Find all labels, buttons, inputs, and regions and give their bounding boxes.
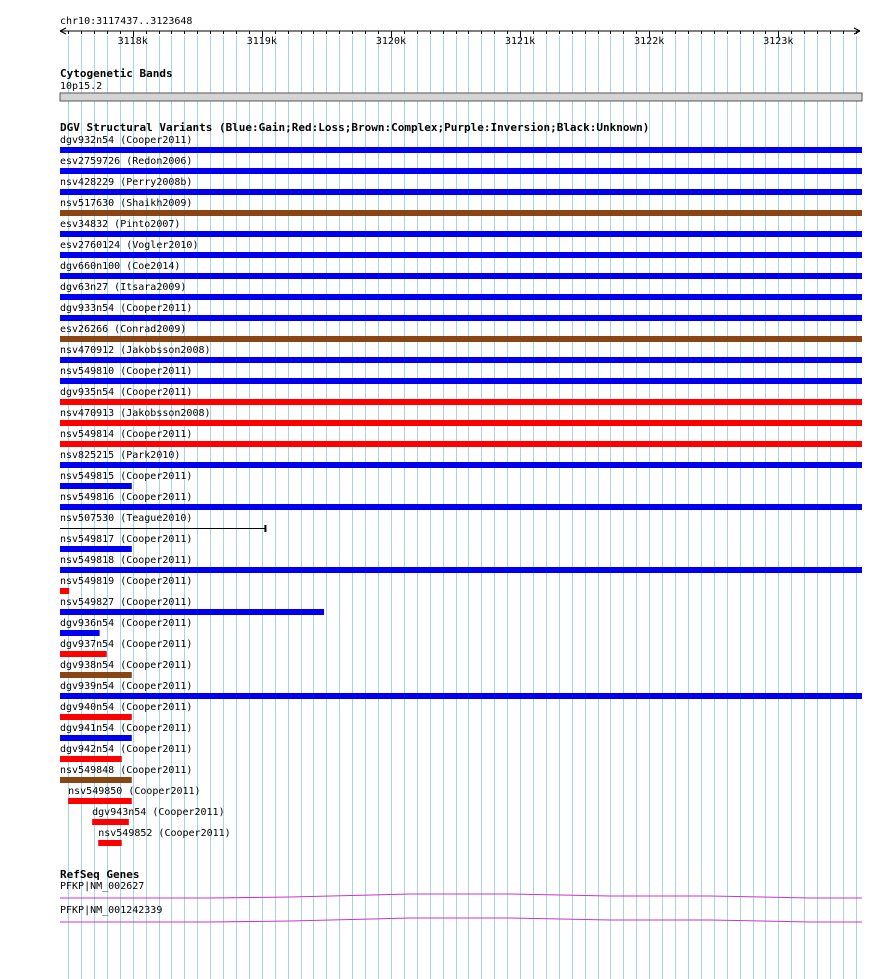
- dgv-feature-label: nsv549815 (Cooper2011): [60, 471, 193, 482]
- dgv-feature-bar[interactable]: [60, 168, 862, 174]
- dgv-feature[interactable]: [60, 135, 862, 153]
- dgv-feature-label: dgv936n54 (Cooper2011): [60, 618, 193, 629]
- refseq-transcript-label: PFKP|NM_001242339: [60, 905, 163, 916]
- dgv-feature-bar[interactable]: [60, 756, 122, 762]
- dgv-feature-bar[interactable]: [60, 147, 862, 153]
- dgv-track[interactable]: [60, 121, 862, 846]
- dgv-feature[interactable]: [60, 219, 862, 237]
- ruler-tick-label: 3120k: [375, 36, 407, 47]
- dgv-feature-bar[interactable]: [60, 441, 862, 447]
- dgv-feature[interactable]: [60, 303, 862, 321]
- dgv-feature[interactable]: [60, 534, 192, 552]
- dgv-feature-bar[interactable]: [60, 273, 862, 279]
- refseq-track[interactable]: [60, 868, 862, 922]
- dgv-feature-bar[interactable]: [60, 609, 324, 615]
- dgv-feature[interactable]: [60, 345, 862, 363]
- refseq-transcript-trace[interactable]: [60, 894, 862, 898]
- dgv-feature[interactable]: [60, 765, 192, 783]
- refseq-transcript[interactable]: [60, 881, 862, 898]
- refseq-transcript[interactable]: [60, 905, 862, 922]
- dgv-feature[interactable]: [60, 156, 862, 174]
- dgv-feature-bar[interactable]: [60, 399, 862, 405]
- dgv-feature[interactable]: [60, 618, 192, 636]
- dgv-feature-label: dgv933n54 (Cooper2011): [60, 303, 193, 314]
- dgv-feature[interactable]: [60, 240, 862, 258]
- ruler-tick-label: 3118k: [117, 36, 148, 47]
- dgv-feature-label: dgv942n54 (Cooper2011): [60, 744, 193, 755]
- dgv-feature[interactable]: [60, 324, 862, 342]
- dgv-feature-bar[interactable]: [60, 252, 862, 258]
- dgv-feature-label: nsv507530 (Teague2010): [60, 513, 193, 524]
- ruler-ticks: [69, 31, 857, 47]
- ruler-tick-label: 3121k: [505, 36, 536, 47]
- cytoband-label: 10p15.2: [60, 81, 103, 92]
- dgv-feature-label: dgv660n100 (Coe2014): [60, 261, 181, 272]
- dgv-feature-bar[interactable]: [60, 315, 862, 321]
- dgv-feature[interactable]: [60, 639, 192, 657]
- dgv-feature-label: dgv940n54 (Cooper2011): [60, 702, 193, 713]
- ruler-tick-label: 3122k: [634, 36, 665, 47]
- dgv-feature-label: esv34832 (Pinto2007): [60, 219, 181, 230]
- dgv-feature-label: dgv938n54 (Cooper2011): [60, 660, 193, 671]
- dgv-feature[interactable]: [60, 387, 862, 405]
- dgv-feature-label: dgv943n54 (Cooper2011): [92, 807, 225, 818]
- dgv-feature[interactable]: [60, 723, 192, 741]
- dgv-feature-bar[interactable]: [60, 777, 132, 783]
- dgv-feature-label: nsv549818 (Cooper2011): [60, 555, 193, 566]
- dgv-feature[interactable]: [60, 744, 192, 762]
- dgv-feature-label: dgv941n54 (Cooper2011): [60, 723, 193, 734]
- dgv-feature-label: dgv63n27 (Itsara2009): [60, 282, 187, 293]
- dgv-feature-bar[interactable]: [60, 420, 862, 426]
- dgv-feature[interactable]: [60, 597, 324, 615]
- dgv-feature-bar[interactable]: [60, 189, 862, 195]
- dgv-feature-label: nsv470912 (Jakobsson2008): [60, 345, 211, 356]
- dgv-feature[interactable]: [60, 198, 862, 216]
- refseq-transcript-label: PFKP|NM_002627: [60, 881, 145, 892]
- dgv-feature-bar[interactable]: [60, 504, 862, 510]
- dgv-feature-bar[interactable]: [60, 231, 862, 237]
- dgv-feature-bar[interactable]: [98, 840, 122, 846]
- dgv-feature-label: dgv939n54 (Cooper2011): [60, 681, 193, 692]
- ruler-position-label: chr10:3117437..3123648: [60, 16, 193, 27]
- dgv-feature[interactable]: [60, 702, 192, 720]
- dgv-feature[interactable]: [60, 408, 862, 426]
- dgv-feature-label: dgv935n54 (Cooper2011): [60, 387, 193, 398]
- dgv-feature-bar[interactable]: [60, 567, 862, 573]
- dgv-feature[interactable]: [60, 282, 862, 300]
- dgv-feature[interactable]: [60, 660, 192, 678]
- dgv-feature-label: nsv549827 (Cooper2011): [60, 597, 193, 608]
- cytoband-band[interactable]: [60, 93, 862, 101]
- dgv-feature-bar[interactable]: [60, 378, 862, 384]
- dgv-feature-label: esv26266 (Conrad2009): [60, 324, 187, 335]
- dgv-feature[interactable]: [92, 807, 224, 825]
- dgv-feature-bar[interactable]: [60, 735, 132, 741]
- dgv-feature-bar[interactable]: [60, 630, 100, 636]
- dgv-feature-label: nsv549814 (Cooper2011): [60, 429, 193, 440]
- dgv-feature-bar[interactable]: [60, 210, 862, 216]
- dgv-feature-bar[interactable]: [60, 462, 862, 468]
- dgv-feature[interactable]: [60, 576, 192, 594]
- dgv-feature[interactable]: [60, 177, 862, 195]
- ruler-tick-label: 3119k: [246, 36, 277, 47]
- dgv-feature-label: esv2760124 (Vogler2010): [60, 240, 199, 251]
- dgv-feature-label: esv2759726 (Redon2006): [60, 156, 193, 167]
- dgv-feature-label: nsv825215 (Park2010): [60, 450, 181, 461]
- dgv-feature[interactable]: [60, 261, 862, 279]
- dgv-feature-bar[interactable]: [60, 588, 69, 594]
- dgv-feature-label: nsv549819 (Cooper2011): [60, 576, 193, 587]
- dgv-feature-label: nsv428229 (Perry2008b): [60, 177, 193, 188]
- dgv-feature-label: dgv937n54 (Cooper2011): [60, 639, 193, 650]
- dgv-feature-label: dgv932n54 (Cooper2011): [60, 135, 193, 146]
- dgv-feature[interactable]: [60, 429, 862, 447]
- dgv-feature-label: nsv549816 (Cooper2011): [60, 492, 193, 503]
- dgv-feature-bar[interactable]: [60, 546, 132, 552]
- dgv-feature-bar[interactable]: [60, 483, 132, 489]
- dgv-feature[interactable]: [60, 450, 862, 468]
- dgv-feature-bar[interactable]: [60, 693, 862, 699]
- dgv-feature-label: nsv549852 (Cooper2011): [98, 828, 231, 839]
- refseq-transcript-list[interactable]: [60, 881, 862, 922]
- dgv-feature[interactable]: [60, 471, 192, 489]
- refseq-track-title: RefSeq Genes: [60, 868, 140, 881]
- cytoband-track-title: Cytogenetic Bands: [60, 67, 173, 80]
- dgv-feature-label: nsv549810 (Cooper2011): [60, 366, 193, 377]
- dgv-feature[interactable]: [60, 681, 862, 699]
- dgv-feature[interactable]: [60, 555, 862, 573]
- dgv-feature-label: nsv549850 (Cooper2011): [68, 786, 201, 797]
- dgv-feature-bar[interactable]: [60, 714, 132, 720]
- dgv-feature-bar[interactable]: [60, 294, 862, 300]
- dgv-feature-bar[interactable]: [92, 819, 129, 825]
- dgv-feature-label: nsv517630 (Shaikh2009): [60, 198, 193, 209]
- refseq-transcript-trace[interactable]: [60, 918, 862, 922]
- ruler-tick-label: 3123k: [763, 36, 794, 47]
- dgv-feature-label: nsv549817 (Cooper2011): [60, 534, 193, 545]
- dgv-feature[interactable]: [60, 513, 265, 532]
- dgv-feature-bar[interactable]: [68, 798, 132, 804]
- dgv-feature-label: nsv549848 (Cooper2011): [60, 765, 193, 776]
- dgv-feature[interactable]: [60, 492, 862, 510]
- dgv-feature[interactable]: [60, 366, 862, 384]
- cytoband-track[interactable]: [60, 67, 862, 101]
- dgv-feature-bar[interactable]: [60, 651, 107, 657]
- dgv-feature-bar[interactable]: [60, 336, 862, 342]
- dgv-feature-bar[interactable]: [60, 672, 132, 678]
- dgv-track-title: DGV Structural Variants (Blue:Gain;Red:Loss;Brown:Complex;Purple:Inversion;Black:Unknown): [60, 121, 650, 134]
- dgv-feature-bar[interactable]: [60, 357, 862, 363]
- dgv-feature-label: nsv470913 (Jakobsson2008): [60, 408, 211, 419]
- dgv-feature[interactable]: [68, 786, 200, 804]
- dgv-feature-list[interactable]: [60, 135, 862, 846]
